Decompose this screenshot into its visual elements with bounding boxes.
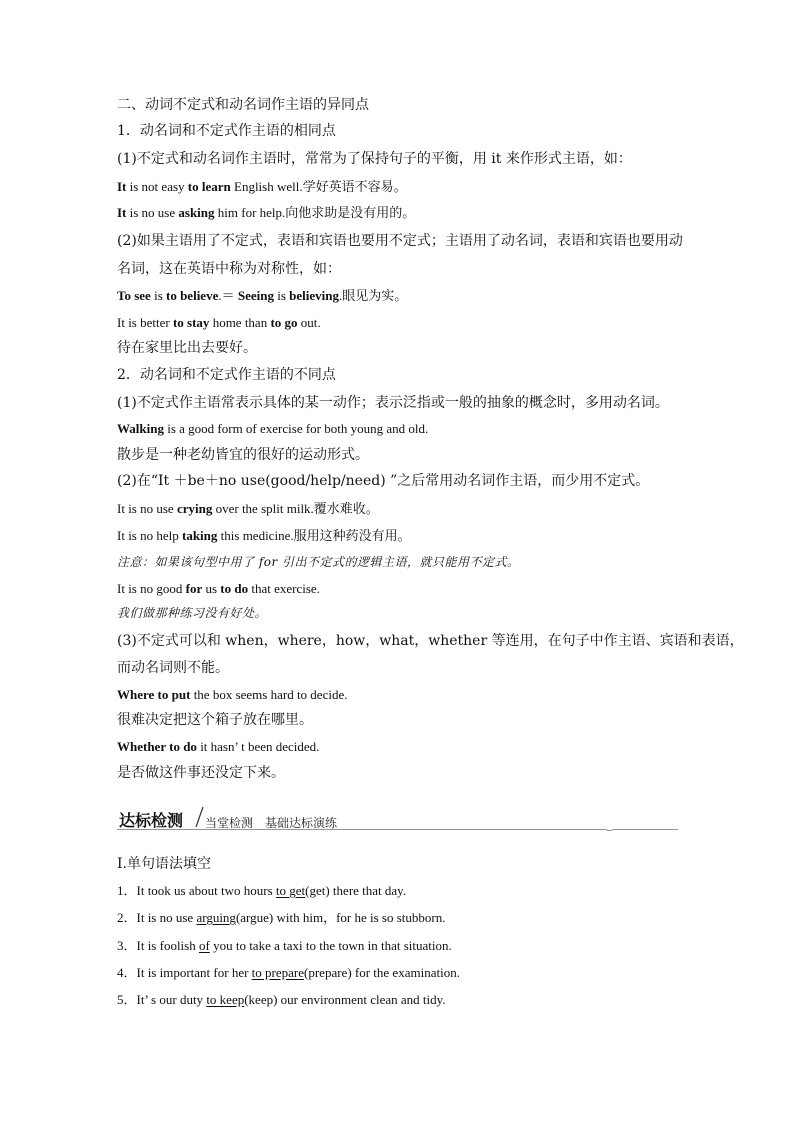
example-sentence: Walking is a good form of exercise for both young and old. bbox=[117, 421, 429, 436]
answer: to keep bbox=[206, 992, 245, 1007]
answer: arguing bbox=[196, 910, 236, 925]
subheading-similarities: 1．动名词和不定式作主语的相同点 bbox=[117, 123, 336, 139]
example-sentence: It is better to stay home than to go out. bbox=[117, 315, 321, 330]
example-sentence: Where to put the box seems hard to decide. bbox=[117, 687, 348, 702]
example-sentence: It is not easy to learn English well.学好英语不容易。 bbox=[117, 179, 407, 194]
example-sentence: It is no use asking him for help.向他求助是没有用的。 bbox=[117, 205, 416, 220]
paragraph: (1)不定式作主语常表示具体的某一动作；表示泛指或一般的抽象的概念时，多用动名词。 bbox=[117, 395, 669, 411]
translation: 我们做那种练习没有好处。 bbox=[117, 606, 268, 620]
paragraph: (2)如果主语用了不定式，表语和宾语也要用不定式；主语用了动名词，表语和宾语也要用动 bbox=[117, 233, 683, 249]
exercise-item: 2．It is no use arguing(argue) with him，for he is so stubborn. bbox=[117, 910, 446, 925]
note: 注意：如果该句型中用了 for 引出不定式的逻辑主语，就只能用不定式。 bbox=[117, 555, 520, 569]
example-sentence: It is no good for us to do that exercise. bbox=[117, 581, 320, 596]
paragraph: 而动名词则不能。 bbox=[117, 660, 229, 676]
answer: of bbox=[198, 938, 210, 953]
banner-rule bbox=[117, 829, 678, 831]
exercise-heading: Ⅰ.单句语法填空 bbox=[117, 856, 211, 872]
example-sentence: Whether to do it hasn’ t been decided. bbox=[117, 739, 320, 754]
paragraph: (1)不定式和动名词作主语时，常常为了保持句子的平衡，用 it 来作形式主语，如： bbox=[117, 151, 632, 167]
exercise-item: 5．It’ s our duty to keep(keep) our environment clean and tidy. bbox=[117, 992, 446, 1007]
exercise-item: 3．It is foolish of you to take a taxi to the town in that situation. bbox=[117, 938, 452, 953]
answer: to prepare bbox=[251, 965, 305, 980]
example-sentence: To see is to believe.＝ Seeing is believing.眼见为实。 bbox=[117, 288, 408, 303]
banner-title: 达标检测 bbox=[119, 811, 184, 830]
example-sentence: It is no use crying over the split milk.覆水难收。 bbox=[117, 501, 379, 516]
translation: 很难决定把这个箱子放在哪里。 bbox=[117, 712, 313, 728]
subheading-differences: 2．动名词和不定式作主语的不同点 bbox=[117, 367, 336, 383]
paragraph: (2)在“It ＋be＋no use(good/help/need) ”之后常用动名词作主语，而少用不定式。 bbox=[117, 473, 650, 489]
translation: 待在家里比出去要好。 bbox=[117, 340, 257, 356]
paragraph: (3)不定式可以和 when，where，how，what，whether 等连用，在句子中作主语、宾语和表语， bbox=[117, 633, 744, 649]
exercise-item: 1．It took us about two hours to get(get) there that day. bbox=[117, 883, 407, 898]
example-sentence: It is no help taking this medicine.服用这种药没有用。 bbox=[117, 528, 411, 543]
banner-subtitle: 当堂检测 基础达标演练 bbox=[205, 816, 338, 830]
translation: 是否做这件事还没定下来。 bbox=[117, 765, 285, 781]
exercise-item: 4．It is important for her to prepare(prepare) for the examination. bbox=[117, 965, 460, 980]
paragraph: 名词，这在英语中称为对称性，如： bbox=[117, 261, 341, 277]
section-banner bbox=[117, 806, 678, 832]
answer: to get bbox=[275, 883, 306, 898]
slash-divider-icon bbox=[193, 806, 205, 828]
section-heading: 二、动词不定式和动名词作主语的异同点 bbox=[117, 97, 369, 113]
translation: 散步是一种老幼皆宜的很好的运动形式。 bbox=[117, 447, 369, 463]
